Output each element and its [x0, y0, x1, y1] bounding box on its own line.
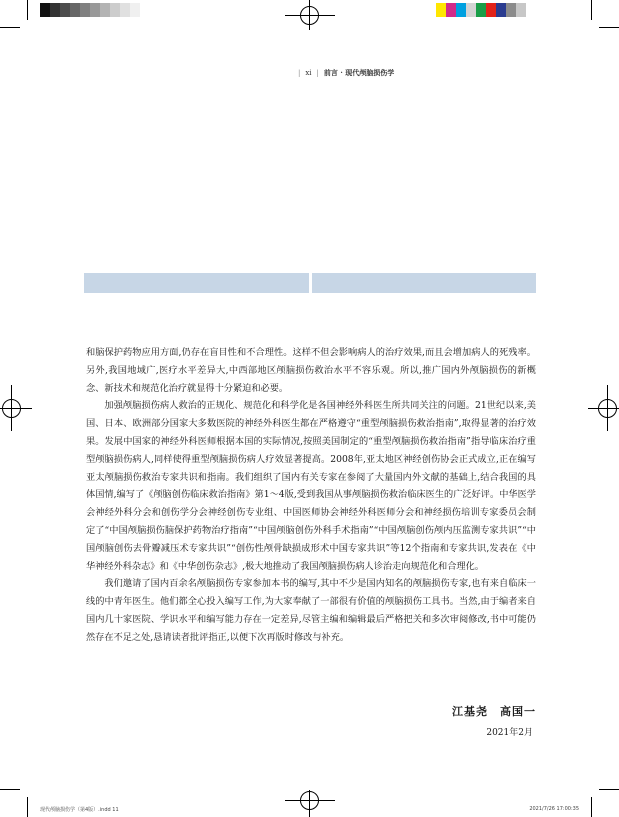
color-swatch — [486, 3, 496, 17]
color-swatch — [70, 3, 80, 17]
color-swatch — [50, 3, 60, 17]
header-band-left — [84, 273, 309, 293]
preface-body — [86, 344, 536, 647]
color-swatch — [476, 3, 486, 17]
signature-date: 2021年2月 — [486, 728, 533, 738]
author-signature: 江基尧 高国一 — [452, 705, 536, 718]
color-swatch — [100, 3, 110, 17]
paragraph: 加强颅脑损伤病人救治的正规化、规范化和科学化是各国神经外科医生所共同关注的问题。21世纪以来,美国、日本、欧洲部分国家大多数医院的神经外科医生都在严格遵守“重型颅脑损伤救治指南”,取得显著的治疗效果。发展中国家的神经外科医师根据本国的实际情况,按照美国制定的“重型颅脑损伤救治指南”指导临床治疗重型颅脑损伤病人,同样使得重型颅脑损伤病人疗效显著提高。2008年,亚太地区神经创伤协会正式成立,正在编写亚太颅脑损伤救治专家共识和指南。我们组织了国内有关专家在参阅了大量国内外文献的基础上,结合我国的具体国情,编写了《颅脑创伤临床救治指南》第1～4版,受到我国从事颅脑损伤救治临床医生的广泛好评。中华医学会神经外科分会和创伤学分会神经创伤专业组、中国医师协会神经外科医师分会和神经损伤培训专家委员会制定了“中国颅脑损伤脑保护药物治疗指南”“中国颅脑创伤外科手术指南”“中国颅脑创伤颅内压监测专家共识”“中国颅脑创伤去骨瓣减压术专家共识”“创伤性颅骨缺损成形术中国专家共识”等12个指南和专家共识,发表在《中华神经外科杂志》和《中华创伤杂志》,极大地推动了我国颅脑损伤病人诊治走向规范化和合理化。 — [86, 400, 536, 572]
color-swatch — [130, 3, 140, 17]
running-head-separator: | — [298, 69, 301, 77]
color-swatch — [446, 3, 456, 17]
color-swatch — [496, 3, 506, 17]
print-slug-filename: 现代颅脑损伤学（第4版）.indd 11 — [40, 807, 119, 813]
color-swatch — [80, 3, 90, 17]
color-swatch — [506, 3, 516, 17]
color-swatch — [60, 3, 70, 17]
color-swatch — [516, 3, 526, 17]
paragraph: 我们邀请了国内百余名颅脑损伤专家参加本书的编写,其中不少是国内知名的颅脑损伤专家,也有来自临床一线的中青年医生。他们都全心投入编写工作,为大家奉献了一部很有价值的颅脑损伤工具书。当然,由于编者来自国内几十家医院、学识水平和编写能力存在一定差异,尽管主编和编辑最后严格把关和多次审阅修改,书中可能仍然存在不足之处,恳请读者批评指正,以便下次再版时修改与补充。 — [86, 578, 536, 643]
running-head-separator: | — [316, 69, 319, 77]
color-swatch — [90, 3, 100, 17]
color-swatch — [110, 3, 120, 17]
header-band-right — [312, 273, 536, 293]
paragraph: 和脑保护药物应用方面,仍存在盲目性和不合理性。这样不但会影响病人的治疗效果,而且会增加病人的死残率。另外,我国地域广,医疗水平差异大,中西部地区颅脑损伤救治水平不容乐观。所以,推广国内外颅脑损伤的新概念、新技术和规范化治疗就显得十分紧迫和必要。 — [86, 347, 536, 394]
color-swatch — [526, 3, 536, 17]
grayscale-calibration-bar — [40, 3, 140, 17]
color-swatch — [40, 3, 50, 17]
running-head — [298, 68, 394, 78]
color-swatch — [456, 3, 466, 17]
running-head-title: 前言 · 现代颅脑损伤学 — [323, 68, 395, 77]
color-swatch — [466, 3, 476, 17]
color-swatch — [436, 3, 446, 17]
page-number: xi — [305, 69, 312, 77]
print-slug-timestamp: 2021/7/26 17:00:35 — [529, 806, 579, 812]
color-calibration-bar — [436, 3, 536, 17]
color-swatch — [120, 3, 130, 17]
